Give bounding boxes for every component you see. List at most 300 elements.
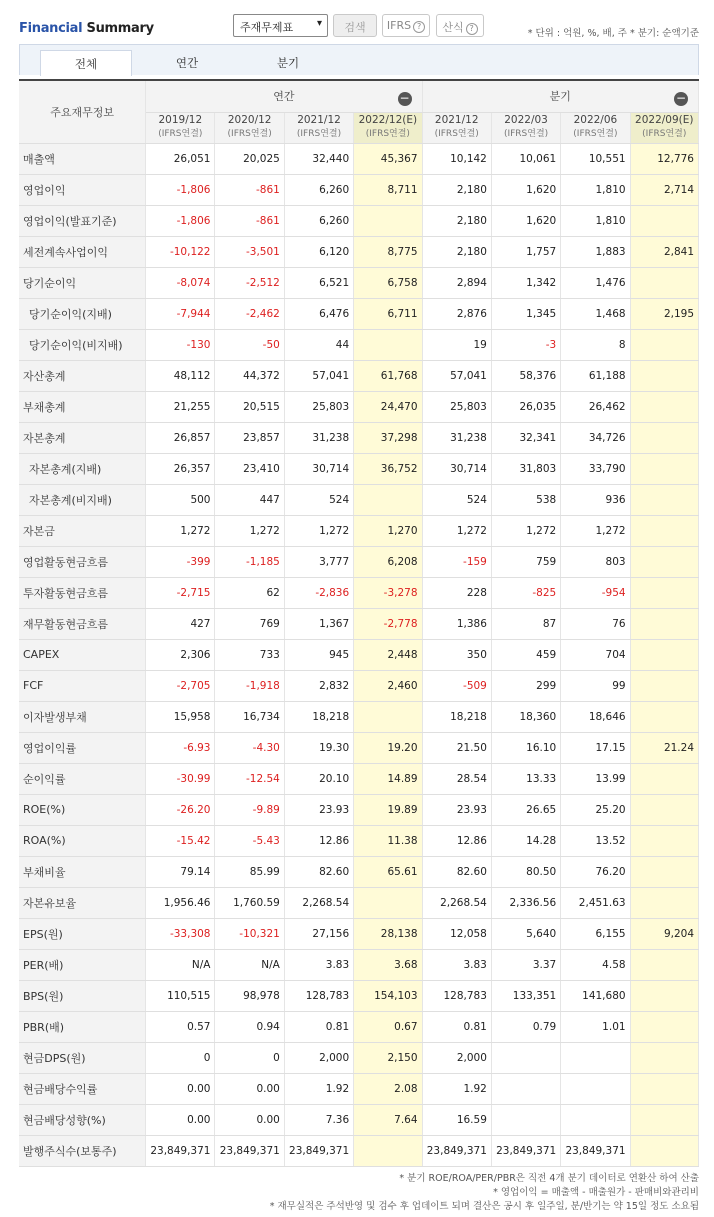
column-header [561, 112, 630, 143]
table-cell: 16.10 [491, 732, 560, 763]
corner-header: 주요재무정보 [19, 80, 146, 143]
table-cell: 82.60 [422, 856, 491, 887]
table-cell: 2,180 [422, 236, 491, 267]
table-cell: 3.83 [284, 949, 353, 980]
table-cell: 32,341 [491, 422, 560, 453]
table-cell [630, 453, 698, 484]
row-label: ROE(%) [19, 794, 146, 825]
table-cell: 12,776 [630, 143, 698, 174]
table-cell: 2,460 [354, 670, 422, 701]
table-row [19, 1073, 699, 1104]
table-cell: 10,061 [491, 143, 560, 174]
table-cell: 19.89 [354, 794, 422, 825]
column-basis: (IFRS연결) [642, 129, 687, 139]
table-cell: 769 [215, 608, 284, 639]
table-cell: 79.14 [146, 856, 215, 887]
table-cell: 11.38 [354, 825, 422, 856]
collapse-quarter-icon[interactable]: − [675, 91, 687, 105]
table-cell: 44 [284, 329, 353, 360]
table-cell [630, 980, 698, 1011]
table-cell: 7.36 [284, 1104, 353, 1135]
table-cell: 28.54 [422, 763, 491, 794]
table-cell: 141,680 [561, 980, 630, 1011]
table-cell: 19.20 [354, 732, 422, 763]
table-cell: 1,757 [491, 236, 560, 267]
table-cell: 18,646 [561, 701, 630, 732]
table-row [19, 236, 699, 267]
table-cell: -2,836 [284, 577, 353, 608]
column-header [630, 112, 698, 143]
statement-type-value: 주재무제표 [240, 21, 294, 34]
table-cell: 0.79 [491, 1011, 560, 1042]
table-cell: 6,711 [354, 298, 422, 329]
table-cell [630, 949, 698, 980]
table-cell: -2,778 [354, 608, 422, 639]
table-cell [630, 360, 698, 391]
row-label: 자본총계(지배) [19, 453, 146, 484]
row-label: 부채비율 [19, 856, 146, 887]
ifrs-help-button[interactable] [382, 14, 430, 37]
table-cell: 133,351 [491, 980, 560, 1011]
table-cell [630, 1135, 698, 1166]
table-cell: 26.65 [491, 794, 560, 825]
table-row [19, 174, 699, 205]
unit-note: * 단위 : 억원, %, 배, 주 * 분기: 순액기준 [527, 28, 699, 39]
table-cell: 30,714 [284, 453, 353, 484]
column-basis: (IFRS연결) [503, 129, 549, 139]
table-cell: 0.00 [146, 1104, 215, 1135]
table-cell: 27,156 [284, 918, 353, 949]
table-cell: 36,752 [354, 453, 422, 484]
table-cell: 8,775 [354, 236, 422, 267]
table-cell: N/A [215, 949, 284, 980]
table-cell [354, 484, 422, 515]
table-cell: 2,180 [422, 205, 491, 236]
table-row [19, 1011, 699, 1042]
table-cell: -26.20 [146, 794, 215, 825]
table-cell [630, 1042, 698, 1073]
table-cell: 18,360 [491, 701, 560, 732]
table-cell: 6,260 [284, 174, 353, 205]
table-cell [630, 670, 698, 701]
table-cell: 3.37 [491, 949, 560, 980]
table-cell: 3,777 [284, 546, 353, 577]
table-cell [630, 546, 698, 577]
table-cell: 23,849,371 [491, 1135, 560, 1166]
table-cell: 2,000 [284, 1042, 353, 1073]
table-cell: 76.20 [561, 856, 630, 887]
table-cell [491, 1104, 560, 1135]
table-row [19, 329, 699, 360]
table-row [19, 918, 699, 949]
table-row [19, 546, 699, 577]
table-row [19, 298, 699, 329]
table-cell: 2,876 [422, 298, 491, 329]
column-header [146, 112, 215, 143]
table-cell [354, 887, 422, 918]
table-cell: 2,268.54 [422, 887, 491, 918]
table-cell [630, 701, 698, 732]
table-cell: -1,918 [215, 670, 284, 701]
row-label: 영업활동현금흐름 [19, 546, 146, 577]
table-cell: -159 [422, 546, 491, 577]
row-label: 이자발생부채 [19, 701, 146, 732]
table-cell: 945 [284, 639, 353, 670]
table-cell [354, 205, 422, 236]
table-cell: 21.24 [630, 732, 698, 763]
ifrs-label: IFRS [386, 19, 412, 32]
table-cell: 14.89 [354, 763, 422, 794]
table-cell [630, 515, 698, 546]
table-cell: 30,714 [422, 453, 491, 484]
footnote: * 재무실적은 주석반영 및 검수 후 업데이트 되며 결산은 공시 후 일주일, 분/반기는 약 15일 정도 소요됨 [269, 1201, 699, 1212]
row-label: 자본금 [19, 515, 146, 546]
table-cell: 18,218 [284, 701, 353, 732]
table-cell: 23,410 [215, 453, 284, 484]
table-cell: 82.60 [284, 856, 353, 887]
table-cell: 10,142 [422, 143, 491, 174]
table-cell: -2,705 [146, 670, 215, 701]
table-cell: 12,058 [422, 918, 491, 949]
table-cell: 2,336.56 [491, 887, 560, 918]
table-cell: 14.28 [491, 825, 560, 856]
table-row [19, 825, 699, 856]
table-cell: -10,321 [215, 918, 284, 949]
table-row [19, 391, 699, 422]
table-cell: 2,000 [422, 1042, 491, 1073]
column-period: 2019/12 [158, 114, 203, 126]
tab-quarter[interactable]: 분기 [276, 56, 300, 70]
table-cell: 20,515 [215, 391, 284, 422]
table-cell: 18,218 [422, 701, 491, 732]
table-cell: 23,849,371 [215, 1135, 284, 1166]
table-cell: 0.57 [146, 1011, 215, 1042]
question-icon: ? [413, 21, 425, 33]
table-row [19, 422, 699, 453]
column-basis: (IFRS연결) [365, 129, 410, 139]
table-cell [354, 329, 422, 360]
table-cell: 154,103 [354, 980, 422, 1011]
table-cell [630, 577, 698, 608]
table-cell: 24,470 [354, 391, 422, 422]
table-row [19, 515, 699, 546]
table-cell: 26,357 [146, 453, 215, 484]
column-header [422, 112, 491, 143]
footnotes [270, 1172, 699, 1214]
column-basis: (IFRS연결) [434, 129, 479, 139]
table-row [19, 453, 699, 484]
table-cell: 34,726 [561, 422, 630, 453]
column-period: 2022/06 [573, 114, 618, 126]
table-cell: 1,468 [561, 298, 630, 329]
row-label: 자본유보율 [19, 887, 146, 918]
table-row [19, 577, 699, 608]
table-cell: 33,790 [561, 453, 630, 484]
table-cell: 6,120 [284, 236, 353, 267]
chevron-down-icon: ▾ [316, 18, 322, 29]
table-cell: 23.93 [422, 794, 491, 825]
row-label: BPS(원) [19, 980, 146, 1011]
row-label: 세전계속사업이익 [19, 236, 146, 267]
table-cell: 6,260 [284, 205, 353, 236]
table-row [19, 608, 699, 639]
table-cell: 7.64 [354, 1104, 422, 1135]
table-cell: 128,783 [284, 980, 353, 1011]
table-cell: 0.81 [422, 1011, 491, 1042]
table-cell: 15,958 [146, 701, 215, 732]
column-period: 2022/03 [504, 114, 548, 126]
row-label: 영업이익 [19, 174, 146, 205]
table-cell: -1,185 [215, 546, 284, 577]
table-cell: 1.01 [561, 1011, 630, 1042]
table-cell: -954 [561, 577, 630, 608]
collapse-annual-icon[interactable]: − [399, 91, 410, 105]
table-cell: -3,501 [215, 236, 284, 267]
table-cell: -2,462 [215, 298, 284, 329]
column-period: 2020/12 [227, 114, 272, 126]
table-cell: 48,112 [146, 360, 215, 391]
table-cell: 1,345 [491, 298, 560, 329]
table-cell: 25,803 [284, 391, 353, 422]
footnote: * 분기 ROE/ROA/PER/PBR은 직전 4개 분기 데이터로 연환산 하여 산출 [399, 1173, 699, 1184]
column-basis: (IFRS연결) [573, 129, 618, 139]
table-cell: 85.99 [215, 856, 284, 887]
table-cell: 2,180 [422, 174, 491, 205]
table-cell: 16.59 [422, 1104, 491, 1135]
table-row [19, 143, 699, 174]
table-cell: 3.83 [422, 949, 491, 980]
table-cell [491, 1073, 560, 1104]
table-cell: 23,849,371 [422, 1135, 491, 1166]
table-cell: 57,041 [422, 360, 491, 391]
table-cell: -9.89 [215, 794, 284, 825]
table-cell [630, 205, 698, 236]
table-cell: -825 [491, 577, 560, 608]
table-cell: 538 [491, 484, 560, 515]
table-cell [630, 267, 698, 298]
table-row [19, 639, 699, 670]
row-label: 당기순이익 [19, 267, 146, 298]
formula-help-button[interactable] [436, 14, 484, 37]
table-cell: 2,268.54 [284, 887, 353, 918]
table-cell: 13.99 [561, 763, 630, 794]
row-label: 현금배당수익률 [19, 1073, 146, 1104]
table-cell: 58,376 [491, 360, 560, 391]
table-cell: -4.30 [215, 732, 284, 763]
table-cell [630, 1104, 698, 1135]
table-cell: -399 [146, 546, 215, 577]
table-cell: 16,734 [215, 701, 284, 732]
table-cell: 1,342 [491, 267, 560, 298]
table-cell: 1,956.46 [146, 887, 215, 918]
table-cell: 10,551 [561, 143, 630, 174]
table-cell: -5.43 [215, 825, 284, 856]
table-cell: 32,440 [284, 143, 353, 174]
table-cell: 299 [491, 670, 560, 701]
table-cell: 61,768 [354, 360, 422, 391]
table-cell: 61,188 [561, 360, 630, 391]
table-cell: 1,272 [422, 515, 491, 546]
table-cell: -2,715 [146, 577, 215, 608]
annual-group-header [146, 80, 422, 112]
table-cell: -8,074 [146, 267, 215, 298]
table-row [19, 1104, 699, 1135]
table-cell [630, 794, 698, 825]
table-cell: 1,272 [146, 515, 215, 546]
search-button[interactable]: 검색 [333, 14, 377, 37]
table-cell: 57,041 [284, 360, 353, 391]
row-label: 매출액 [19, 143, 146, 174]
table-cell: 37,298 [354, 422, 422, 453]
table-row [19, 701, 699, 732]
table-row [19, 763, 699, 794]
table-cell: 9,204 [630, 918, 698, 949]
quarter-group-header [422, 80, 698, 112]
table-cell: 25,803 [422, 391, 491, 422]
table-cell [561, 1104, 630, 1135]
table-cell: 0 [146, 1042, 215, 1073]
footnote: * 영업이익 = 매출액 - 매출원가 - 판매비와관리비 [493, 1187, 699, 1198]
question-icon: ? [466, 23, 478, 35]
table-cell: 26,051 [146, 143, 215, 174]
table-cell: -1,806 [146, 174, 215, 205]
table-cell: -12.54 [215, 763, 284, 794]
tab-all[interactable]: 전체 [40, 50, 132, 76]
table-cell: 21.50 [422, 732, 491, 763]
table-cell: 2,195 [630, 298, 698, 329]
table-cell [354, 701, 422, 732]
table-cell: 1,810 [561, 205, 630, 236]
table-row [19, 856, 699, 887]
column-basis: (IFRS연결) [296, 129, 342, 139]
formula-label: 산식 [442, 21, 464, 34]
table-cell: 23,857 [215, 422, 284, 453]
table-cell [630, 422, 698, 453]
statement-type-select[interactable] [233, 14, 328, 37]
table-cell: -509 [422, 670, 491, 701]
row-label: 현금DPS(원) [19, 1042, 146, 1073]
table-cell: -130 [146, 329, 215, 360]
table-cell: 427 [146, 608, 215, 639]
table-cell: 12.86 [284, 825, 353, 856]
column-period: 2021/12 [434, 114, 479, 126]
row-label: 재무활동현금흐름 [19, 608, 146, 639]
row-label: 자본총계(비지배) [19, 484, 146, 515]
table-cell: 98,978 [215, 980, 284, 1011]
row-label: 발행주식수(보통주) [19, 1135, 146, 1166]
table-row [19, 1042, 699, 1073]
tab-annual[interactable]: 연간 [175, 56, 199, 70]
table-cell: -30.99 [146, 763, 215, 794]
table-cell: 2,448 [354, 639, 422, 670]
column-header [491, 112, 560, 143]
period-tabs [19, 44, 699, 75]
column-period: 2022/12(E) [358, 114, 418, 126]
table-cell: 23,849,371 [284, 1135, 353, 1166]
page-title: Financial Summary [19, 21, 154, 36]
table-cell: -6.93 [146, 732, 215, 763]
row-label: 부채총계 [19, 391, 146, 422]
row-label: 영업이익(발표기준) [19, 205, 146, 236]
table-cell: 21,255 [146, 391, 215, 422]
row-label: 순이익률 [19, 763, 146, 794]
table-cell: 459 [491, 639, 560, 670]
column-header [354, 112, 422, 143]
row-label: FCF [19, 670, 146, 701]
table-cell: 733 [215, 639, 284, 670]
table-cell: 13.52 [561, 825, 630, 856]
row-label: 투자활동현금흐름 [19, 577, 146, 608]
table-cell [354, 1135, 422, 1166]
table-cell: 1,272 [491, 515, 560, 546]
table-body [19, 143, 699, 1166]
table-cell: 65.61 [354, 856, 422, 887]
table-cell [561, 1042, 630, 1073]
table-cell: 2.08 [354, 1073, 422, 1104]
table-cell [630, 825, 698, 856]
table-cell: -3 [491, 329, 560, 360]
quarter-group-label: 분기 [549, 90, 571, 104]
column-header [215, 112, 284, 143]
table-cell: 128,783 [422, 980, 491, 1011]
table-cell: 87 [491, 608, 560, 639]
table-cell: 704 [561, 639, 630, 670]
table-cell [630, 887, 698, 918]
table-row [19, 267, 699, 298]
table-cell: 1.92 [284, 1073, 353, 1104]
table-cell: -50 [215, 329, 284, 360]
table-cell: 1.92 [422, 1073, 491, 1104]
table-cell: 3.68 [354, 949, 422, 980]
table-cell: 1,386 [422, 608, 491, 639]
table-cell: 12.86 [422, 825, 491, 856]
table-cell [491, 1042, 560, 1073]
table-cell: 6,758 [354, 267, 422, 298]
table-cell: 8 [561, 329, 630, 360]
row-label: ROA(%) [19, 825, 146, 856]
table-cell: 1,367 [284, 608, 353, 639]
table-cell: 76 [561, 608, 630, 639]
table-cell: 2,894 [422, 267, 491, 298]
table-cell [630, 329, 698, 360]
table-cell [630, 608, 698, 639]
table-cell: 1,272 [561, 515, 630, 546]
annual-group-label: 연간 [273, 90, 295, 104]
summary-toolbar [19, 12, 699, 44]
table-cell: N/A [146, 949, 215, 980]
column-header [284, 112, 353, 143]
column-period: 2022/09(E) [635, 114, 694, 126]
row-label: PER(배) [19, 949, 146, 980]
table-cell: -33,308 [146, 918, 215, 949]
table-cell: 2,150 [354, 1042, 422, 1073]
table-cell: 1,760.59 [215, 887, 284, 918]
table-cell: 19 [422, 329, 491, 360]
table-cell: 524 [422, 484, 491, 515]
table-cell: 26,857 [146, 422, 215, 453]
table-cell: -861 [215, 174, 284, 205]
table-row [19, 670, 699, 701]
table-cell [630, 639, 698, 670]
table-cell: 447 [215, 484, 284, 515]
table-cell: -10,122 [146, 236, 215, 267]
table-cell: -7,944 [146, 298, 215, 329]
table-cell: 2,306 [146, 639, 215, 670]
row-label: 자본총계 [19, 422, 146, 453]
table-cell: 936 [561, 484, 630, 515]
table-cell: 0.00 [215, 1073, 284, 1104]
table-cell: 13.33 [491, 763, 560, 794]
